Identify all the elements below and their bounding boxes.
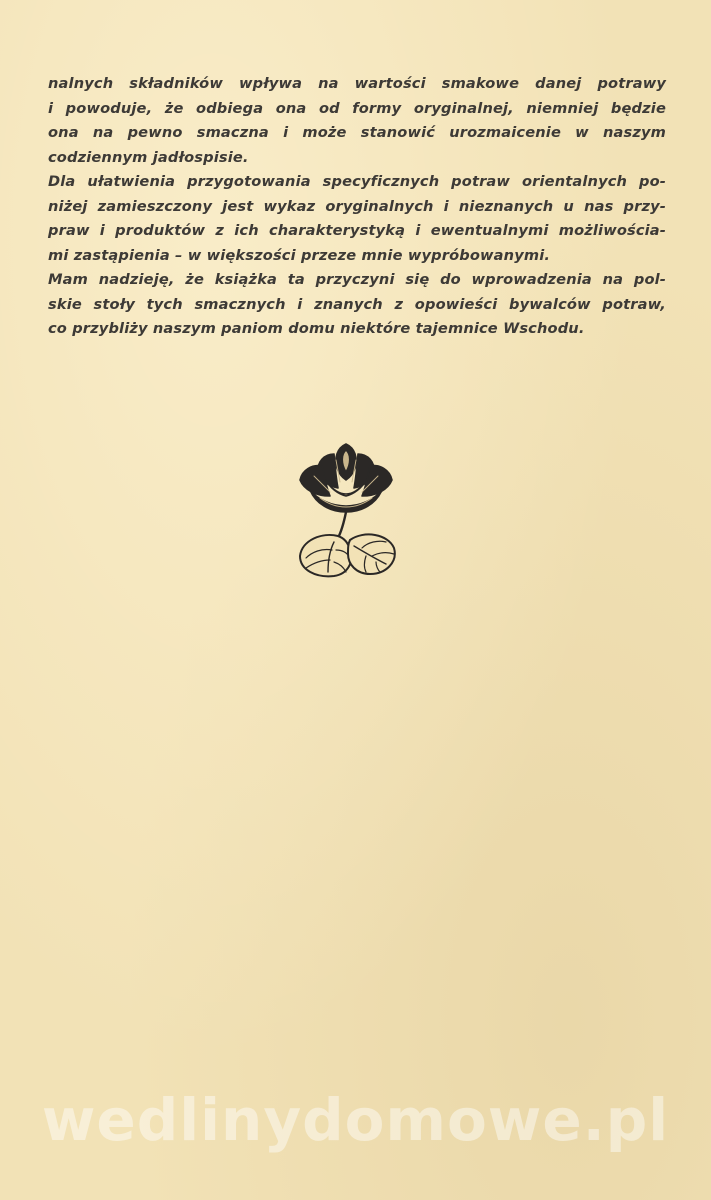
text-line: niżej zamieszczony jest wykaz oryginalnych i nieznanych u nas przy-: [48, 197, 666, 215]
lotus-flower-icon: [290, 438, 402, 586]
body-text: [48, 72, 666, 342]
text-line: Dla ułatwienia przygotowania specyficznych potraw orientalnych po-: [48, 173, 666, 190]
text-line: i powoduje, że odbiega ona od formy oryginalnej, niemniej będzie: [48, 99, 666, 117]
text-line: nalnych składników wpływa na wartości smakowe danej potrawy: [48, 75, 666, 92]
text-line: co przybliży naszym paniom domu niektóre tajemnice Wschodu.: [48, 320, 585, 337]
watermark-logo: wedlinydomowe.pl: [41, 1086, 670, 1154]
text-line: ona na pewno smaczna i może stanowić urozmaicenie w naszym: [48, 124, 666, 141]
text-line: praw i produktów z ich charakterystyką i ewentualnymi możliwościa-: [48, 222, 666, 239]
text-line: codziennym jadłospisie.: [48, 148, 249, 166]
text-line: Mam nadzieję, że książka ta przyczyni się do wprowadzenia na pol-: [48, 271, 666, 288]
text-line: skie stoły tych smacznych i znanych z opowieści bywalców potraw,: [48, 295, 666, 313]
text-line: mi zastąpienia – w większości przeze mnie wypróbowanymi.: [48, 246, 551, 264]
